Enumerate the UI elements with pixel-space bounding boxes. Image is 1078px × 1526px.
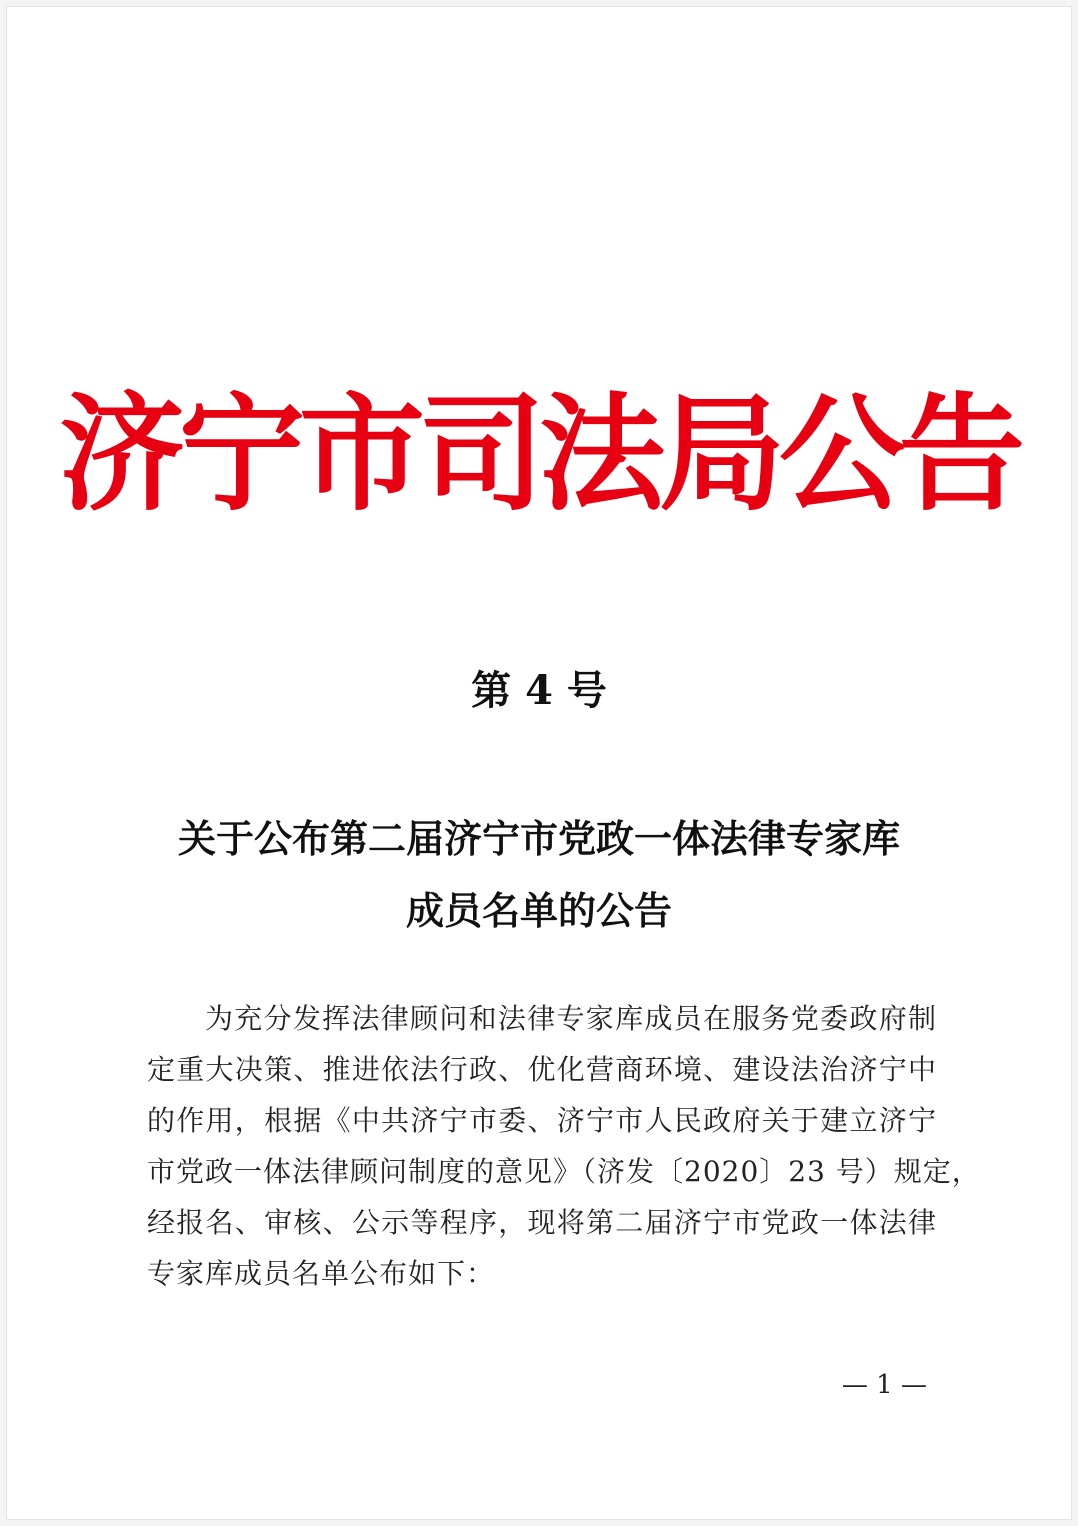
page-number: — 1 — — [841, 1370, 927, 1400]
announcement-title-line-2: 成员名单的公告 — [405, 888, 672, 933]
body-line: 的作用，根据《中共济宁市委、济宁市人民政府关于建立济宁 — [147, 1104, 937, 1137]
body-line: 定重大决策、推进依法行政、优化营商环境、建设法治济宁中 — [147, 1053, 937, 1086]
body-paragraph — [147, 993, 981, 1299]
announcement-title-line-1: 关于公布第二届济宁市党政一体法律专家库 — [177, 816, 900, 861]
body-line: 为充分发挥法律顾问和法律专家库成员在服务党委政府制 — [205, 1002, 937, 1035]
red-header-title: 济宁市司法局公告 — [59, 380, 1019, 528]
body-line: 专家库成员名单公布如下： — [147, 1257, 496, 1290]
body-line: 市党政一体法律顾问制度的意见》（济发〔2020〕23 号）规定， — [147, 1155, 981, 1188]
body-line: 经报名、审核、公示等程序，现将第二届济宁市党政一体法律 — [147, 1206, 937, 1239]
document-page — [6, 6, 1072, 1520]
document-number: 第 4 号 — [471, 667, 607, 714]
